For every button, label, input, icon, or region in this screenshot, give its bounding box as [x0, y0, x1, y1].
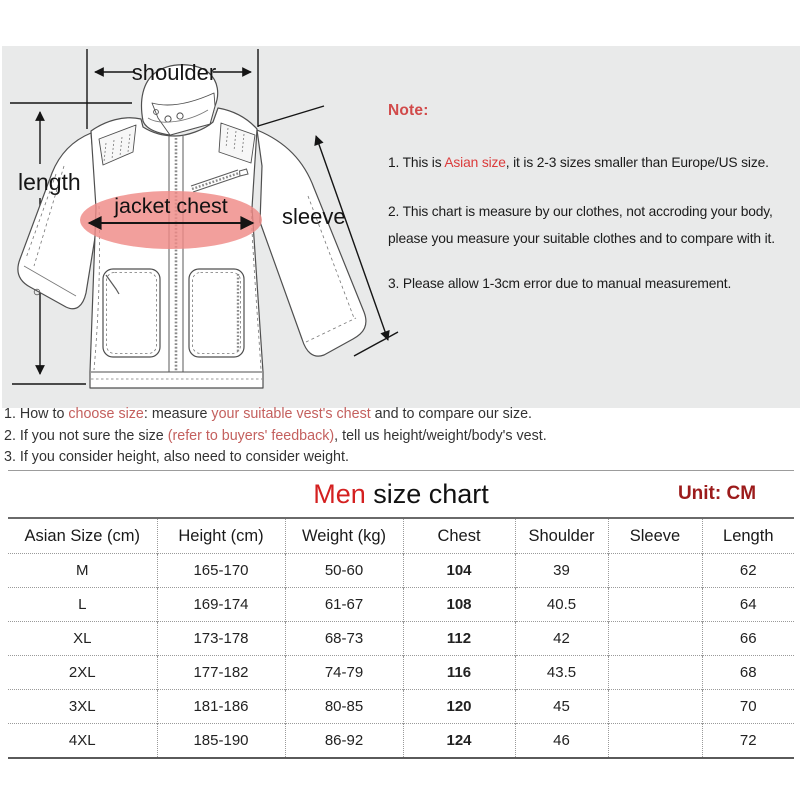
note-item-3: 3. Please allow 1-3cm error due to manual measurement. — [388, 276, 732, 291]
cell-size: L — [8, 588, 157, 622]
shoulder-label: shoulder — [131, 60, 217, 85]
cell-sleeve — [608, 588, 702, 622]
cell-weight: 68-73 — [285, 622, 403, 656]
header-chest: Chest — [403, 518, 515, 554]
jacket-chest-label: jacket chest — [114, 194, 228, 218]
table-row — [8, 690, 794, 724]
length-label: length — [18, 169, 81, 195]
cell-chest: 124 — [403, 724, 515, 759]
tip-line-2: 2. If you not sure the size (refer to buyers' feedback), tell us height/weight/body's vest. — [4, 427, 547, 444]
table-row — [8, 656, 794, 690]
cell-size: 3XL — [8, 690, 157, 724]
cell-weight: 86-92 — [285, 724, 403, 759]
cell-weight: 50-60 — [285, 554, 403, 588]
cell-sleeve — [608, 690, 702, 724]
cell-shoulder: 45 — [515, 690, 608, 724]
cell-shoulder: 42 — [515, 622, 608, 656]
unit-label: Unit: CM — [677, 483, 757, 504]
table-header-row — [8, 518, 794, 554]
tips-block — [4, 404, 796, 469]
choose-size-highlight: choose size — [68, 406, 144, 422]
cell-sleeve — [608, 554, 702, 588]
cell-length: 72 — [702, 724, 794, 759]
cell-length: 68 — [702, 656, 794, 690]
cell-size: M — [8, 554, 157, 588]
note-item-1: 1. This is Asian size, it is 2-3 sizes smaller than Europe/US size. — [388, 155, 769, 170]
cell-height: 177-182 — [157, 656, 285, 690]
cell-size: XL — [8, 622, 157, 656]
note-block — [388, 0, 800, 408]
cell-shoulder: 39 — [515, 554, 608, 588]
cell-shoulder: 40.5 — [515, 588, 608, 622]
cell-size: 2XL — [8, 656, 157, 690]
table-row — [8, 724, 794, 759]
note-title: Note: — [388, 102, 429, 119]
cell-sleeve — [608, 656, 702, 690]
cell-height: 169-174 — [157, 588, 285, 622]
vest-chest-highlight: your suitable vest's chest — [211, 406, 371, 422]
header-height: Height (cm) — [157, 518, 285, 554]
cell-chest: 112 — [403, 622, 515, 656]
cell-chest: 116 — [403, 656, 515, 690]
header-sleeve: Sleeve — [608, 518, 702, 554]
cell-height: 185-190 — [157, 724, 285, 759]
table-row — [8, 622, 794, 656]
note-item-2-line1: 2. This chart is measure by our clothes, not accroding your body, — [388, 204, 773, 219]
cell-chest: 120 — [403, 690, 515, 724]
table-title: Men size chart — [313, 478, 489, 509]
cell-length: 66 — [702, 622, 794, 656]
header-shoulder: Shoulder — [515, 518, 608, 554]
table-row — [8, 554, 794, 588]
cell-size: 4XL — [8, 724, 157, 759]
cell-shoulder: 46 — [515, 724, 608, 759]
cell-length: 64 — [702, 588, 794, 622]
jacket-diagram — [2, 46, 400, 408]
header-length: Length — [702, 518, 794, 554]
cell-height: 181-186 — [157, 690, 285, 724]
tip-line-1: 1. How to choose size: measure your suitable vest's chest and to compare our size. — [4, 406, 533, 422]
cell-weight: 80-85 — [285, 690, 403, 724]
cell-length: 62 — [702, 554, 794, 588]
sleeve-label: sleeve — [282, 204, 346, 229]
header-asian-size: Asian Size (cm) — [24, 526, 141, 545]
cell-weight: 74-79 — [285, 656, 403, 690]
cell-chest: 108 — [403, 588, 515, 622]
tip-line-3: 3. If you consider height, also need to consider weight. — [4, 449, 349, 465]
header-weight: Weight (kg) — [285, 518, 403, 554]
cell-sleeve — [608, 622, 702, 656]
pocket-right — [189, 269, 244, 357]
cell-height: 173-178 — [157, 622, 285, 656]
cell-chest: 104 — [403, 554, 515, 588]
cell-height: 165-170 — [157, 554, 285, 588]
asian-size-highlight: Asian size — [444, 155, 506, 170]
note-item-2-line2: please you measure your suitable clothes and to compare with it. — [388, 231, 775, 246]
cell-weight: 61-67 — [285, 588, 403, 622]
cell-sleeve — [608, 724, 702, 759]
cell-length: 70 — [702, 690, 794, 724]
table-row — [8, 588, 794, 622]
table-title-row — [8, 471, 794, 519]
right-sleeve — [257, 130, 366, 356]
cell-shoulder: 43.5 — [515, 656, 608, 690]
size-chart-table — [8, 470, 794, 759]
feedback-highlight: (refer to buyers' feedback) — [167, 427, 335, 444]
